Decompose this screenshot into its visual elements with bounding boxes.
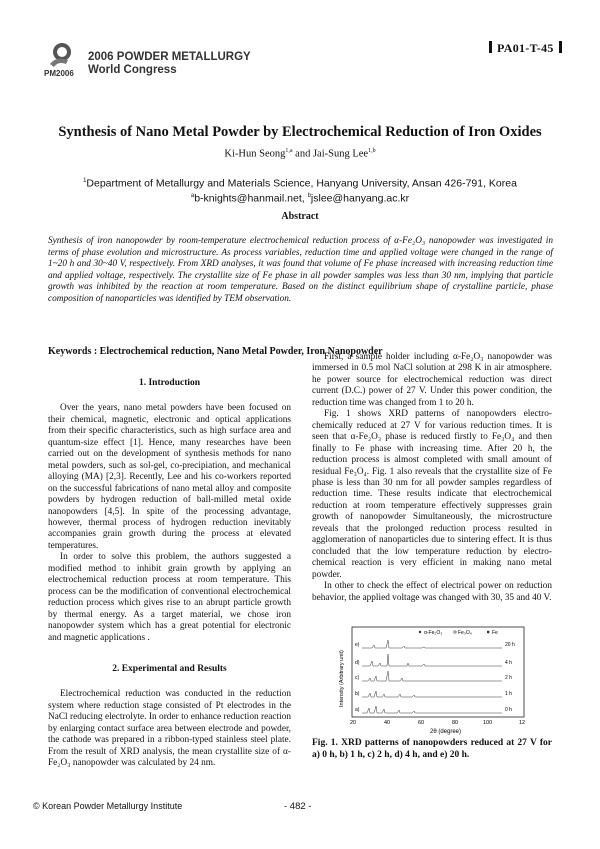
bar-right <box>559 41 562 53</box>
trace-a <box>362 706 502 713</box>
x-tick: 60 <box>418 720 425 726</box>
trace-e <box>362 640 502 648</box>
y-axis-label: Intensity (Arbitrary unit) <box>339 650 345 707</box>
legend-iron-marker <box>487 631 489 633</box>
x-tick-labels <box>350 720 525 726</box>
trace-b <box>362 691 502 697</box>
email-b-sup: b <box>307 192 311 199</box>
x-tick: 80 <box>452 720 459 726</box>
affiliation-sup: 1 <box>83 178 87 184</box>
legend-hematite: α-Fe₂O₃ <box>424 630 443 636</box>
right-column <box>312 352 552 604</box>
panel-time: 1 h <box>505 691 512 697</box>
trace-c <box>362 671 502 681</box>
panel-time: 20 h <box>505 642 515 648</box>
legend-magnetite-marker <box>454 631 456 633</box>
panel-labels <box>355 642 515 713</box>
author-line <box>0 148 600 160</box>
xrd-figure <box>312 621 550 735</box>
paper-code <box>484 41 567 56</box>
conference-name <box>88 51 251 77</box>
left-column <box>48 378 291 770</box>
x-tick: 20 <box>350 720 357 726</box>
experimental-paragraph-1: Electrochemical reduction was conducted in the reduction system where reduction stage consisted of Pt electrodes in the NaCl reducing electrolyte. In order to enhance reduction reaction by enlarging contact surface area between electrode and powder, the cathode was prepared in a ribbon-typed stainless steel plate. From the result of XRD analysis, the mean crystallite size of α-Fe₂O₃ nanopowder was calculated by 24 nm. <box>48 689 291 769</box>
x-tick: 40 <box>384 720 391 726</box>
panel-letter: d) <box>355 660 360 666</box>
trace-d <box>362 654 502 666</box>
page-number: - 482 - <box>284 801 312 812</box>
results-paragraph-1: First, a sample holder including α-Fe₂O₃ nanopowder was immersed in 0.5 mol NaCl solution at 298 K in air atmosphere. he power source for electrochemical reduction was direct current (D.C.) power of 27 V. Under this power condition, the reduction time was changed from 1 to 20 h. <box>312 352 552 408</box>
paper-title: Synthesis of Nano Metal Powder by Electrochemical Reduction of Iron Oxides <box>58 124 542 140</box>
x-tick: 12 <box>519 720 526 726</box>
author-1-sup: 1,a <box>285 148 293 154</box>
affiliation <box>0 175 600 204</box>
paper-code-text: PA01-T-45 <box>497 41 554 55</box>
logo-text: PM2006 <box>44 69 74 78</box>
conference-line-1: 2006 POWDER METALLURGY <box>88 51 251 63</box>
figure-legend <box>419 630 498 636</box>
intro-paragraph-2: In order to solve this problem, the authors suggested a modified method to inhibit grain growth by applying an electrochemical reduction process at room temperature. This process can be the modification of conventional electrochemical reduction process which gives rise to an abrupt particle growth by thermal energy. As a target material, we chose iron nanopowder system which has a great potential for electronic and magnetic applications . <box>48 552 291 643</box>
keywords: Keywords : Electrochemical reduction, Nano Metal Powder, Iron Nanopowder <box>48 346 383 357</box>
plot-frame <box>352 627 524 717</box>
section-heading-experimental: 2. Experimental and Results <box>112 663 227 674</box>
section-heading-introduction: 1. Introduction <box>138 378 201 388</box>
panel-letter: b) <box>355 691 360 697</box>
panel-letter: e) <box>355 642 360 648</box>
legend-hematite-marker <box>419 631 421 633</box>
email-a-sup: a <box>190 192 195 199</box>
bar-left <box>489 41 492 53</box>
intro-paragraph-1: Over the years, nano metal powders have been focused on their chemical, magnetic, electronic and optical applications from their specific characteristics, such as high surface area and quantum-size effect [1]. Hence, many researches have been carried out on the development of synthesis methods for nano metal powders, such as sol-gel, co-precipiation, and mechanical alloying (MA) [2,3]. Recently, Lee and his co-workers reported on the successful fabrications of nano metal alloy and composite powders by hydrogen reduction of ball-milled metal oxide nanopowders [4,5]. In spite of the processing advantage, however, thermal process of hydrogen reduction inevitably accompanies grain growth during the process at elevated temperatures. <box>48 403 291 551</box>
legend-magnetite: Fe₃O₄ <box>458 630 472 636</box>
results-paragraph-3: In other to check the effect of electrical power on reduction behavior, the applied voltage was changed with 30, 35 and 40 V. <box>312 581 552 603</box>
x-tick: 100 <box>483 720 493 726</box>
conference-line-2: World Congress <box>88 64 177 76</box>
panel-time: 0 h <box>505 707 512 713</box>
panel-letter: c) <box>355 675 360 681</box>
affiliation-text: Department of Metallurgy and Materials Science, Hanyang University, Ansan 426-791, Korea <box>86 177 517 190</box>
panel-time: 4 h <box>505 660 512 666</box>
author-1: Ki-Hun Seong <box>224 148 286 160</box>
abstract-text: Synthesis of iron nanopowder by room-temperature electrochemical reduction process of α-Fe₂O₃ nanopowder was investigated in terms of phase evolution and microstructure. As process variables, reduction time and applied voltage were changed in the range of 1~20 h and 30~40 V, respectively. From XRD analyses, it was found that volume of Fe phase increased with increasing reduction time and applied voltage, respectively. The crystallite size of Fe phase in all powder samples was less than 30 nm, implying that particle growth was inhibited by the reaction at room temperature. Based on the distinct equilibrium shape of crystalline particle, phase composition of nanoparticles was identified by TEM observation. <box>48 236 553 304</box>
panel-letter: a) <box>355 707 360 713</box>
figure-caption: Fig. 1. XRD patterns of nanopowders reduced at 27 V for a) 0 h, b) 1 h, c) 2 h, d) 4 h, and e) 20 h. <box>312 738 552 760</box>
author-2-sup: 1,b <box>368 148 376 154</box>
legend-iron: Fe <box>492 630 498 636</box>
xrd-traces <box>362 640 502 713</box>
abstract-heading: Abstract <box>281 211 319 222</box>
x-axis-label: 2θ (degree) <box>430 729 462 735</box>
results-paragraph-2: Fig. 1 shows XRD patterns of nanopowders electro-chemically reduced at 27 V for various reduction times. It is seen that α-Fe₂O₃ phase is reduced firstly to Fe₃O₄ and then finally to Fe phase with increasing time. After 20 h, the reduction process is almost completed with small amount of residual Fe₃O₄. Fig. 1 also reveals that the crystallite size of Fe phase is less than 30 nm for all powder samples regardless of reduction time. These results indicate that electrochemical reduction at room temperature effectively suppresses grain growth of nanopowder Simultaneously, the microstructure reveals that the prolonged reduction process resulted in agglomeration of nanoparticles due to sintering effect. It is thus concluded that the low temperature reduction by electro-chemical reaction is very efficient in making nano metal powder. <box>312 409 552 580</box>
panel-time: 2 h <box>505 675 512 681</box>
email-b[interactable]: jslee@hanyang.ac.kr <box>310 192 410 204</box>
email-a[interactable]: b-knights@hanmail.net, <box>194 192 305 204</box>
author-2: Jai-Sung Lee <box>312 148 369 160</box>
author-connector: and <box>295 148 311 160</box>
footer-copyright: © Korean Powder Metallurgy Institute <box>33 801 183 811</box>
